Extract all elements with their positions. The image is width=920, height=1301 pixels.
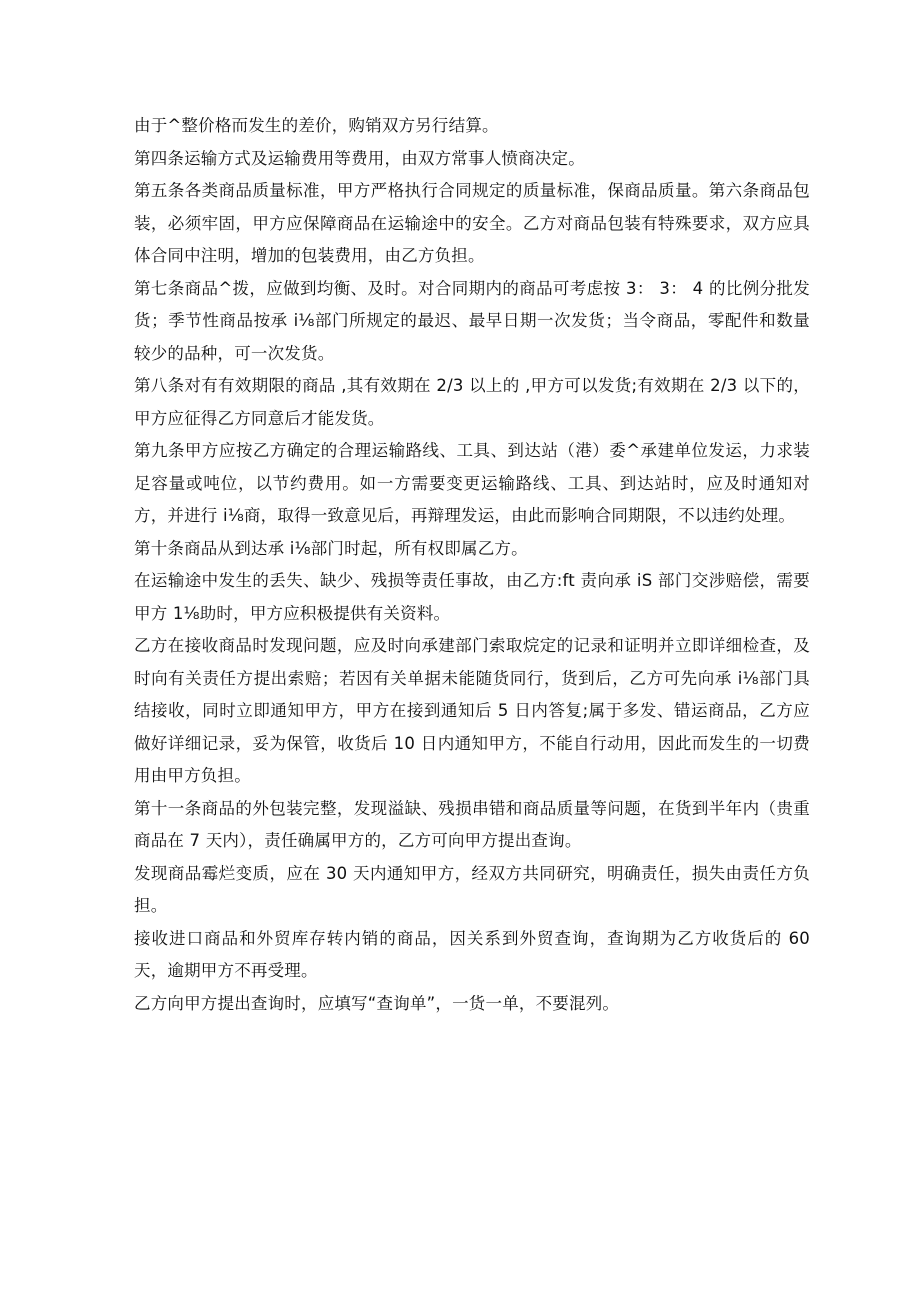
paragraph-article-9-shipping-route: 第九条甲方应按乙方确定的合理运输路线、工具、到达站（港）委^承建单位发运，力求装足容量或吨位，以节约费用。如一方需要变更运输路线、工具、到达站时，应及时通知对方，并进行 i⅛商，取得一致意见后，再辩理发运，由此而影响合同期限，不以违约处理。: [134, 441, 810, 525]
paragraph-imported-goods: 接收进口商品和外贸库存转内销的商品，因关系到外贸查询，查询期为乙方收货后的 60 天，逾期甲方不再受理。: [134, 928, 810, 980]
paragraph-article-10-ownership: 第十条商品从到达承 i⅛部门时起，所有权即属乙方。: [134, 538, 528, 558]
paragraph-article-8-validity: 第八条对有有效期限的商品 ,其有效期在 2/3 以上的 ,甲方可以发货;有效期在 2/3 以下的，甲方应征得乙方同意后才能发货。: [134, 376, 810, 428]
paragraph-article-5-6-quality-packaging: 第五条各类商品质量标准，甲方严格执行合同规定的质量标准，保商品质量。第六条商品包装，必须牢固，甲方应保障商品在运输途中的安全。乙方对商品包装有特殊要求，双方应具体合同中注明，增加的包装费用，由乙方负担。: [134, 181, 810, 265]
paragraph-receipt-inspection: 乙方在接收商品时发现问题，应及时向承建部门索取烷定的记录和证明并立即详细检查，及时向有关责任方提出索赔；若因有关单据未能随货同行，货到后，乙方可先向承 i⅛部门具结接收，同时立即通知甲方，甲方在接到通知后 5 日内答复;属于多发、错运商品，乙方应做好详细记录，妥为保管，收货后 10 日内通知甲方，不能自行动用，因此而发生的一切费用由甲方负担。: [134, 636, 810, 785]
document-body: [134, 110, 810, 1020]
paragraph-price-difference: 由于^整价格而发生的差价，购销双方另行结算。: [134, 116, 499, 135]
paragraph-inquiry-form: 乙方向甲方提出查询时，应填写“查询单”，一货一单，不要混列。: [134, 993, 620, 1013]
paragraph-article-4-transport: 第四条运输方式及运输费用等费用，由双方常事人愤商决定。: [134, 148, 585, 168]
paragraph-spoilage: 发现商品霉烂变质，应在 30 天内通知甲方，经双方共同研究，明确责任，损失由责任方负担。: [134, 863, 810, 915]
paragraph-transit-loss: 在运输途中发生的丢失、缺少、残损等责任事故，由乙方:ft 责向承 iS 部门交涉赔偿，需要甲方 1⅛助时，甲方应积极提供有关资料。: [134, 571, 810, 623]
paragraph-article-11-packaging-issues: 第十一条商品的外包装完整，发现溢缺、残损串错和商品质量等问题，在货到半年内（贵重商品在 7 天内），责任确属甲方的，乙方可向甲方提出查询。: [134, 798, 810, 850]
paragraph-article-7-allocation: 第七条商品^拨，应做到均衡、及时。对合同期内的商品可考虑按 3： 3： 4 的比例分批发货；季节性商品按承 i⅛部门所规定的最迟、最早日期一次发货；当令商品，零配件和数量较少的品种，可一次发货。: [134, 278, 810, 363]
